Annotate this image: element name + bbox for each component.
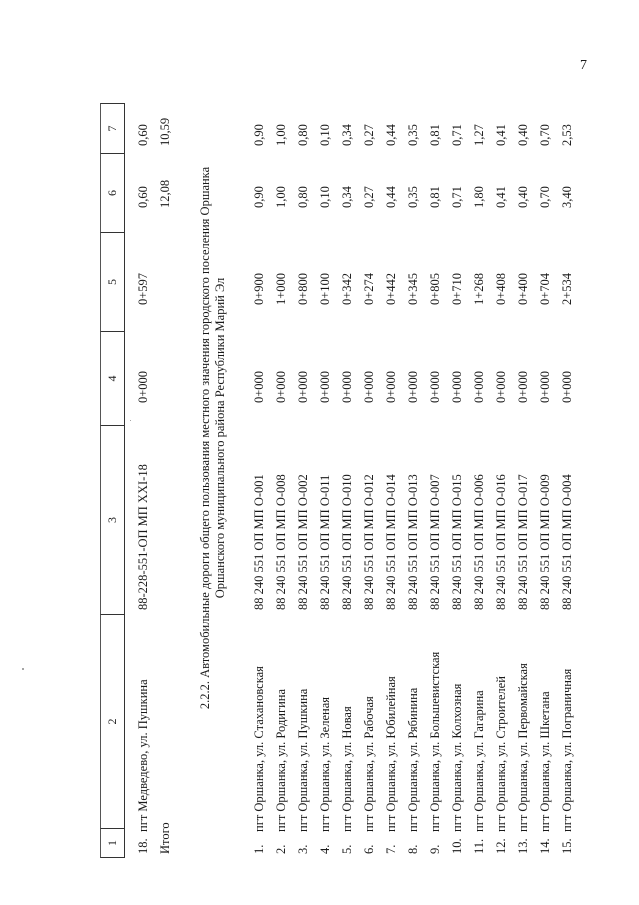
end-km: 0+342 — [340, 272, 354, 305]
road-code: 88 240 551 ОП МП О-006 — [472, 474, 486, 610]
length-value: 0,44 — [384, 186, 398, 208]
end-km: 1+000 — [274, 272, 288, 305]
road-name: пгт Оршанка, ул. Колхозная — [450, 683, 464, 832]
table-row — [314, 98, 336, 858]
row-number: 18. — [136, 838, 150, 854]
table-row — [424, 98, 446, 858]
end-km: 0+704 — [538, 272, 552, 305]
row-number: 5. — [340, 844, 354, 854]
road-code: 88 240 551 ОП МП О-014 — [384, 474, 398, 610]
table-row — [380, 98, 402, 858]
col7-value: 0,10 — [318, 124, 332, 146]
road-name: пгт Оршанка, ул. Шкетана — [538, 691, 552, 832]
length-value: 0,35 — [406, 186, 420, 208]
col7-value: 0,81 — [428, 124, 442, 146]
row-number: 7. — [384, 844, 398, 854]
scan-speck — [22, 668, 24, 670]
col7-value: 0,27 — [362, 124, 376, 146]
road-code: 88 240 551 ОП МП О-001 — [252, 474, 266, 610]
table-row — [446, 98, 468, 858]
total-length: 12,08 — [158, 179, 172, 208]
row-number: 6. — [362, 844, 376, 854]
col7-value: 0,41 — [494, 124, 508, 146]
table-row — [556, 98, 578, 858]
start-km: 0+000 — [274, 370, 288, 403]
row-number: 8. — [406, 844, 420, 854]
col7-value: 0,80 — [296, 124, 310, 146]
length-value: 0,34 — [340, 186, 354, 208]
length-value: 0,60 — [136, 186, 150, 208]
end-km: 0+805 — [428, 272, 442, 305]
start-km: 0+000 — [362, 370, 376, 403]
header-col-2: 2 — [100, 614, 125, 829]
start-km: 0+000 — [428, 370, 442, 403]
road-name: пгт Оршанка, ул. Рябинина — [406, 687, 420, 832]
length-value: 3,40 — [560, 186, 574, 208]
length-value: 0,70 — [538, 186, 552, 208]
start-km: 0+000 — [318, 370, 332, 403]
col7-value: 0,90 — [252, 124, 266, 146]
row-number: 11. — [472, 838, 486, 854]
road-name: пгт Оршанка, ул. Пушкина — [296, 688, 310, 832]
col7-value: 1,27 — [472, 124, 486, 146]
row-number: 10. — [450, 838, 464, 854]
header-col-6: 6 — [100, 153, 125, 233]
road-code: 88 240 551 ОП МП О-007 — [428, 474, 442, 610]
road-name: пгт Оршанка, ул. Стахановская — [252, 666, 266, 832]
end-km: 0+408 — [494, 272, 508, 305]
road-code: 88 240 551 ОП МП О-011 — [318, 474, 332, 610]
start-km: 0+000 — [296, 370, 310, 403]
table-row — [490, 98, 512, 858]
road-name: пгт Оршанка, ул. Первомайская — [516, 663, 530, 832]
section-title-line1: 2.2.2. Автомобильные дороги общего пользования местного значения городского поселения Оршанка — [198, 166, 212, 710]
table-row — [270, 98, 292, 858]
table-row — [358, 98, 380, 858]
start-km: 0+000 — [136, 370, 150, 403]
start-km: 0+000 — [340, 370, 354, 403]
end-km: 0+900 — [252, 272, 266, 305]
start-km: 0+000 — [450, 370, 464, 403]
length-value: 0,80 — [296, 186, 310, 208]
end-km: 2+534 — [560, 272, 574, 305]
end-km: 0+274 — [362, 272, 376, 305]
section-title — [198, 98, 228, 778]
end-km: 0+800 — [296, 272, 310, 305]
col7-value: 0,34 — [340, 124, 354, 146]
total-col7: 10,59 — [158, 117, 172, 146]
end-km: 0+400 — [516, 272, 530, 305]
row-number: 1. — [252, 844, 266, 854]
col7-value: 1,00 — [274, 124, 288, 146]
road-code: 88 240 551 ОП МП О-004 — [560, 474, 574, 610]
length-value: 0,27 — [362, 186, 376, 208]
row-number: 4. — [318, 844, 332, 854]
road-code: 88 240 551 ОП МП О-015 — [450, 474, 464, 610]
start-km: 0+000 — [472, 370, 486, 403]
road-name: пгт Оршанка, ул. Гагарина — [472, 690, 486, 832]
header-col-1: 1 — [100, 828, 125, 858]
end-km: 0+597 — [136, 272, 150, 305]
start-km: 0+000 — [494, 370, 508, 403]
end-km: 1+268 — [472, 272, 486, 305]
col7-value: 0,40 — [516, 124, 530, 146]
header-col-5: 5 — [100, 232, 125, 332]
total-label: Итого — [158, 822, 172, 854]
length-value: 1,80 — [472, 186, 486, 208]
start-km: 0+000 — [560, 370, 574, 403]
length-value: 0,40 — [516, 186, 530, 208]
table-row — [248, 98, 270, 858]
road-name: пгт Оршанка, ул. Рабочая — [362, 696, 376, 832]
row-number: 12. — [494, 838, 508, 854]
road-name: пгт Оршанка, ул. Юбилейная — [384, 676, 398, 832]
road-code: 88 240 551 ОП МП О-002 — [296, 474, 310, 610]
row-number: 14. — [538, 838, 552, 854]
row-number: 2. — [274, 844, 288, 854]
col7-value: 0,70 — [538, 124, 552, 146]
table-row — [402, 98, 424, 858]
road-code: 88 240 551 ОП МП О-010 — [340, 474, 354, 610]
header-col-7: 7 — [100, 103, 125, 154]
road-name: пгт Оршанка, ул. Новая — [340, 706, 354, 832]
road-name: пгт Оршанка, ул. Пограничная — [560, 668, 574, 832]
road-name: пгт Оршанка, ул. Строителей — [494, 676, 508, 832]
road-code: 88-228-551-ОП МП XXI-18 — [136, 464, 150, 610]
header-col-4: 4 — [100, 331, 125, 426]
row-number: 13. — [516, 838, 530, 854]
table-header — [100, 98, 125, 858]
end-km: 0+710 — [450, 272, 464, 305]
row-number: 9. — [428, 844, 442, 854]
col7-value: 0,60 — [136, 124, 150, 146]
section-title-line2: Оршанского муниципального района Республики Марий Эл — [213, 277, 227, 599]
row-number: 15. — [560, 838, 574, 854]
start-km: 0+000 — [516, 370, 530, 403]
rotated-table-page — [100, 98, 580, 858]
length-value: 0,90 — [252, 186, 266, 208]
row-number: 3. — [296, 844, 310, 854]
start-km: 0+000 — [384, 370, 398, 403]
total-row — [154, 98, 176, 858]
road-name: пгт Оршанка, ул. Большевистская — [428, 651, 442, 832]
road-code: 88 240 551 ОП МП О-009 — [538, 474, 552, 610]
road-code: 88 240 551 ОП МП О-016 — [494, 474, 508, 610]
col7-value: 0,35 — [406, 124, 420, 146]
table-row — [132, 98, 154, 858]
road-name: пгт Оршанка, ул. Зеленая — [318, 697, 332, 832]
header-col-3: 3 — [100, 425, 125, 615]
page-number: 7 — [580, 58, 587, 73]
road-name: пгт Медведево, ул. Пушкина — [136, 679, 150, 832]
col7-value: 0,44 — [384, 124, 398, 146]
end-km: 0+442 — [384, 272, 398, 305]
length-value: 0,81 — [428, 186, 442, 208]
length-value: 0,10 — [318, 186, 332, 208]
table-row — [534, 98, 556, 858]
table-row — [512, 98, 534, 858]
length-value: 1,00 — [274, 186, 288, 208]
table-row — [336, 98, 358, 858]
start-km: 0+000 — [406, 370, 420, 403]
col7-value: 0,71 — [450, 124, 464, 146]
length-value: 0,71 — [450, 186, 464, 208]
road-code: 88 240 551 ОП МП О-012 — [362, 474, 376, 610]
end-km: 0+345 — [406, 272, 420, 305]
road-code: 88 240 551 ОП МП О-013 — [406, 474, 420, 610]
road-code: 88 240 551 ОП МП О-008 — [274, 474, 288, 610]
start-km: 0+000 — [252, 370, 266, 403]
road-code: 88 240 551 ОП МП О-017 — [516, 474, 530, 610]
col7-value: 2,53 — [560, 124, 574, 146]
length-value: 0,41 — [494, 186, 508, 208]
road-name: пгт Оршанка, ул. Родигина — [274, 688, 288, 832]
start-km: 0+000 — [538, 370, 552, 403]
end-km: 0+100 — [318, 272, 332, 305]
table-row — [468, 98, 490, 858]
table-row — [292, 98, 314, 858]
